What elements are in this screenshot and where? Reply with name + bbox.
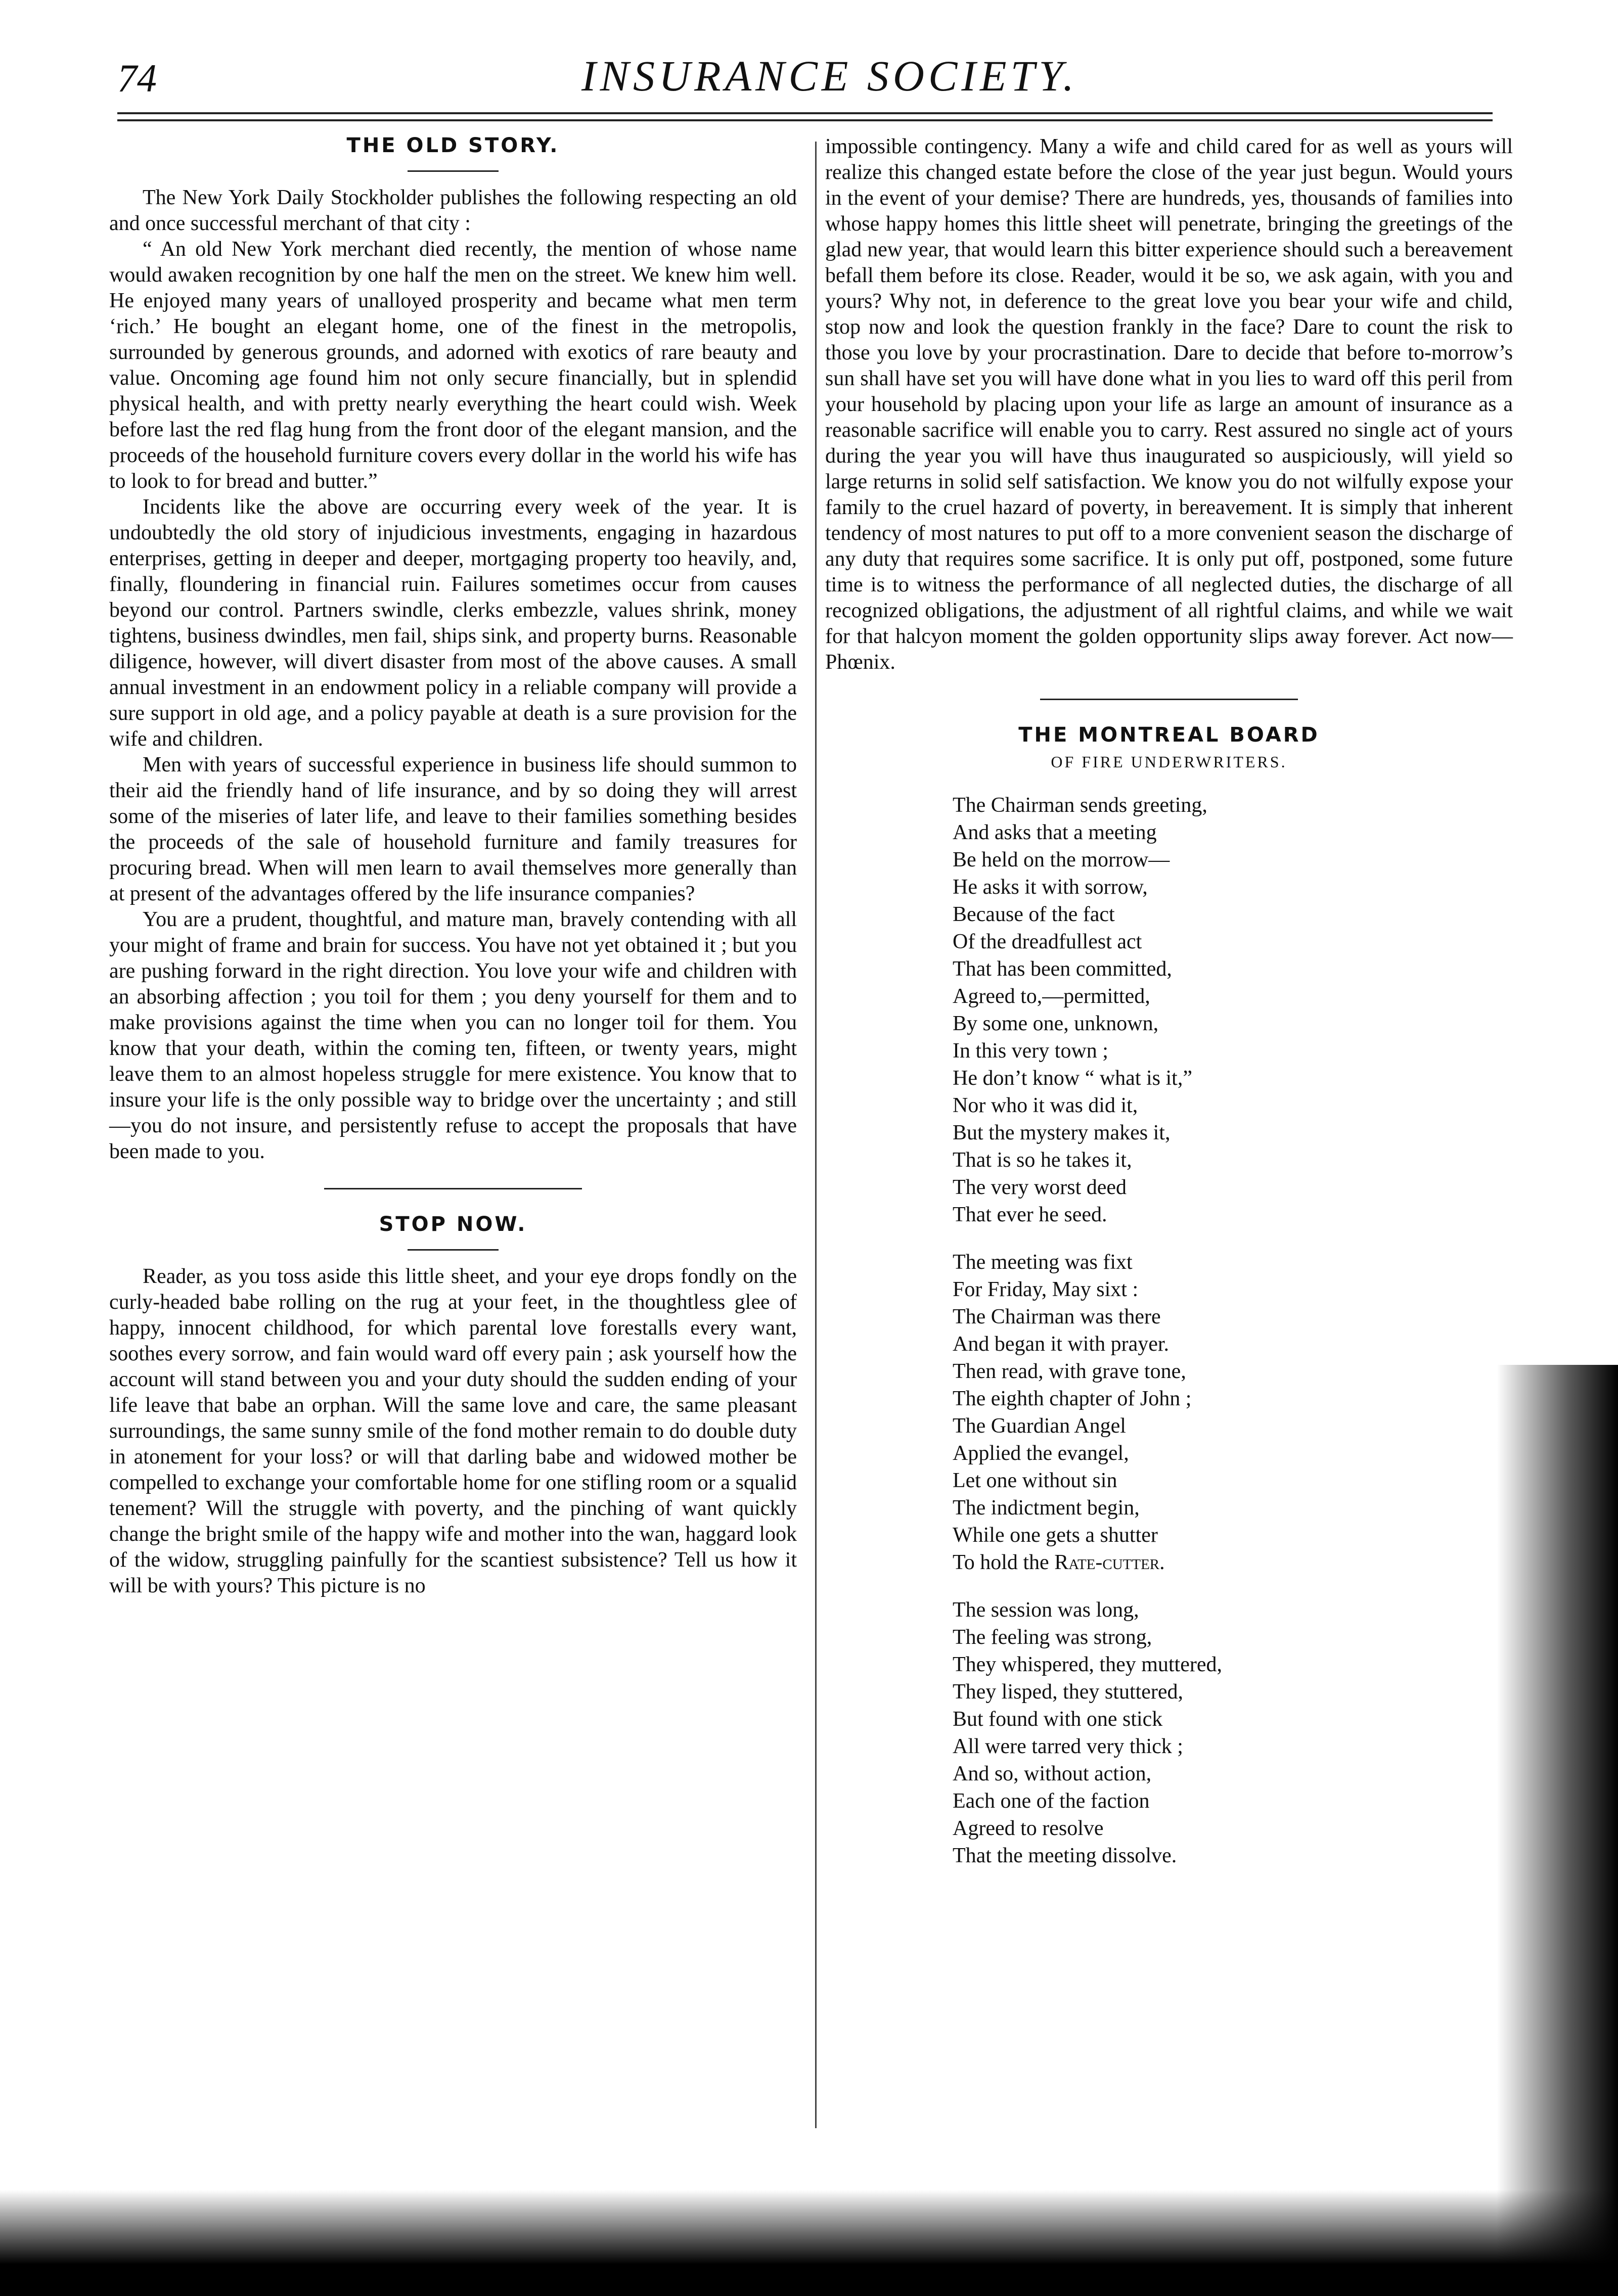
article-title-old-story: THE OLD STORY.: [346, 134, 560, 157]
poem-line: By some one, unknown,: [953, 1012, 1159, 1035]
poem-line: Applied the evangel,: [953, 1442, 1129, 1465]
poem-line: While one gets a shutter: [953, 1524, 1158, 1547]
poem-stanza-1: [953, 792, 1513, 1228]
poem-line: The feeling was strong,: [953, 1626, 1152, 1649]
poem-line: The Chairman sends greeting,: [953, 794, 1207, 817]
title-rule: [408, 170, 499, 172]
running-head: INSURANCE SOCIETY.: [581, 52, 1078, 100]
old-story-paragraph: “ An old New York merchant died recently, the mention of whose name would awaken recognition by one half the men on the street. We knew him well. He enjoyed many years of unalloyed prosperity and became what men term ‘rich.’ He bought an elegant home, one of the finest in the metropolis, surrounded by generous grounds, and adorned with exotics of rare beauty and value. Oncoming age found him not only secure financially, but in splendid physical health, and with pretty nearly everything the heart could wish. Week before last the red flag hung from the front door of the elegant mansion, and the proceeds of the household furniture covers every dollar in the world his wife has to look to for bread and butter.”: [109, 238, 797, 493]
page-bottom-shadow: [0, 2190, 1618, 2296]
poem-line: The meeting was fixt: [953, 1251, 1133, 1274]
poem-line: And so, without action,: [953, 1762, 1152, 1785]
poem: [953, 792, 1513, 1869]
poem-stanza-2: [953, 1249, 1513, 1576]
page-number: 74: [117, 56, 157, 100]
poem-line: They lisped, they stuttered,: [953, 1680, 1184, 1704]
poem-subtitle: OF FIRE UNDERWRITERS.: [1051, 753, 1287, 771]
poem-line: But the mystery makes it,: [953, 1121, 1171, 1144]
stop-now-paragraph-left: Reader, as you toss aside this little sheet, and your eye drops fondly on the curly-headed babe rolling on the rug at your feet, in the thoughtless glee of happy, innocent childhood, for which parental love forestalls every want, soothes every sorrow, and fain would ward off every pain ; ask yourself how the account will stand between you and your duty should the sudden ending of your life leave that babe an orphan. Will the same love and care, the same pleasant surroundings, the same sunny smile of the fond mother remain to do double duty in atonement for your loss? or will that darling babe and widowed mother be compelled to exchange your comfortable home for one stifling room or a squalid tenement? Will the struggle with poverty, and the pinching of want quickly change the bright smile of the happy wife and mother into the wan, haggard look of the widow, struggling painfully for the scantiest subsistence? Tell us how it will be with yours? This picture is no: [109, 1265, 797, 1597]
poem-line: The indictment begin,: [953, 1496, 1140, 1520]
section-divider: [324, 1188, 582, 1189]
poem-line: He asks it with sorrow,: [953, 876, 1148, 899]
poem-line: The session was long,: [953, 1598, 1139, 1622]
poem-line: He don’t know “ what is it,”: [953, 1067, 1192, 1090]
poem-line: That the meeting dissolve.: [953, 1844, 1177, 1867]
header-rule: [117, 112, 1493, 114]
column-divider: [815, 142, 817, 2128]
poem-line: That has been committed,: [953, 957, 1172, 981]
poem-line: The eighth chapter of John ;: [953, 1387, 1192, 1410]
poem-title: THE MONTREAL BOARD: [1018, 723, 1320, 747]
poem-line: Each one of the faction: [953, 1789, 1150, 1813]
poem-line: That ever he seed.: [953, 1203, 1107, 1226]
article-title-stop-now: STOP NOW.: [379, 1213, 527, 1236]
poem-line: But found with one stick: [953, 1708, 1163, 1731]
old-story-paragraph: Men with years of successful experience in business life should summon to their aid the friendly hand of life insurance, and by so doing they will arrest some of the miseries of later life, and leave to their families something besides the proceeds of the sale of household furniture and family treasures for procuring bread. When will men learn to avail themselves more generally than at present of the advantages offered by the life insurance companies?: [109, 753, 797, 905]
poem-line: [953, 1549, 1513, 1576]
poem-line: They whispered, they muttered,: [953, 1653, 1222, 1676]
poem-line: For Friday, May sixt :: [953, 1278, 1139, 1301]
poem-line: Be held on the morrow—: [953, 848, 1170, 871]
poem-line: The Chairman was there: [953, 1305, 1161, 1328]
poem-line: Agreed to resolve: [953, 1817, 1104, 1840]
poem-line: Let one without sin: [953, 1469, 1117, 1492]
poem-line: The very worst deed: [953, 1176, 1127, 1199]
poem-line-text: To hold the: [953, 1551, 1055, 1574]
header-rule-lower: [117, 119, 1493, 121]
poem-line: Because of the fact: [953, 903, 1115, 926]
old-story-paragraph: The New York Daily Stockholder publishes the following respecting an old and once successful merchant of that city :: [109, 186, 797, 235]
poem-line: All were tarred very thick ;: [953, 1735, 1183, 1758]
stop-now-paragraph-right: impossible contingency. Many a wife and child cared for as well as yours will realize this changed estate before the close of the year just begun. Would yours in the event of your demise? There are hundreds, yes, thousands of families into whose happy homes this little sheet will penetrate, bringing the greetings of the glad new year, that would learn this bitter experience should such a bereavement befall them before its close. Reader, would it be so, we ask again, with you and yours? Why not, in deference to the great love you bear your wife and child, stop now and look the question frankly in the face? Dare to count the risk to those you love by your procrastination. Dare to decide that before to-morrow’s sun shall have set you will have done what in you lies to ward off this peril from your household by placing upon your life as large an amount of insurance as a reasonable sacrifice will enable you to carry. Rest assured no single act of yours during the year you will have thus inaugurated so auspiciously, will yield so large returns in solid self satisfaction. We know you do not wilfully expose your family to the cruel hazard of poverty, in bereavement. It is simply that inherent tendency of most natures to put off to a more convenient season the discharge of any duty that requires some sacrifice. It is only put off, postponed, some future time is to witness the performance of all neglected duties, the discharge of all recognized obligations, the adjustment of all rightful claims, and while we wait for that halcyon moment the golden opportunity slips away forever. Act now—Phœnix.: [825, 135, 1513, 674]
poem-line: The Guardian Angel: [953, 1414, 1126, 1438]
section-divider: [1040, 699, 1298, 700]
poem-line: And began it with prayer.: [953, 1333, 1170, 1356]
poem-line: Agreed to,—permitted,: [953, 985, 1150, 1008]
poem-line: Then read, with grave tone,: [953, 1360, 1186, 1383]
page-edge-shadow: [1497, 1365, 1618, 2296]
poem-line: And asks that a meeting: [953, 821, 1157, 844]
title-rule: [408, 1249, 499, 1251]
poem-stanza-3: [953, 1596, 1513, 1869]
poem-line: That is so he takes it,: [953, 1149, 1132, 1172]
poem-line: In this very town ;: [953, 1039, 1108, 1063]
old-story-paragraph: Incidents like the above are occurring every week of the year. It is undoubtedly the old story of injudicious investments, engaging in hazardous enterprises, getting in deeper and deeper, mortgaging property too heavily, and, finally, floundering in financial ruin. Failures sometimes occur from causes beyond our control. Partners swindle, clerks embezzle, values shrink, money tightens, business dwindles, men fail, ships sink, and property burns. Reasonable diligence, however, will divert disaster from most of the above causes. A small annual investment in an endowment policy in a reliable company will provide a sure support in old age, and a policy payable at death is a sure provision for the wife and children.: [109, 495, 797, 751]
poem-line: Nor who it was did it,: [953, 1094, 1138, 1117]
left-column: [109, 134, 797, 1599]
right-column: [825, 134, 1513, 1890]
rate-cutter-text: Rate-cutter.: [1054, 1551, 1165, 1574]
old-story-paragraph: You are a prudent, thoughtful, and mature man, bravely contending with all your might of frame and brain for success. You have not yet obtained it ; but you are pushing forward in the right direction. You love your wife and children with an absorbing affection ; you toil for them ; you deny yourself for them and to make provisions against the time when you can no longer toil for them. You know that your death, within the coming ten, fifteen, or twenty years, might leave them to an almost hopeless struggle for mere existence. You know that to insure your life is the only possible way to bridge over the uncertainty ; and still—you do not insure, and persistently refuse to accept the proposals that have been made to you.: [109, 908, 797, 1163]
poem-line: Of the dreadfullest act: [953, 930, 1142, 953]
